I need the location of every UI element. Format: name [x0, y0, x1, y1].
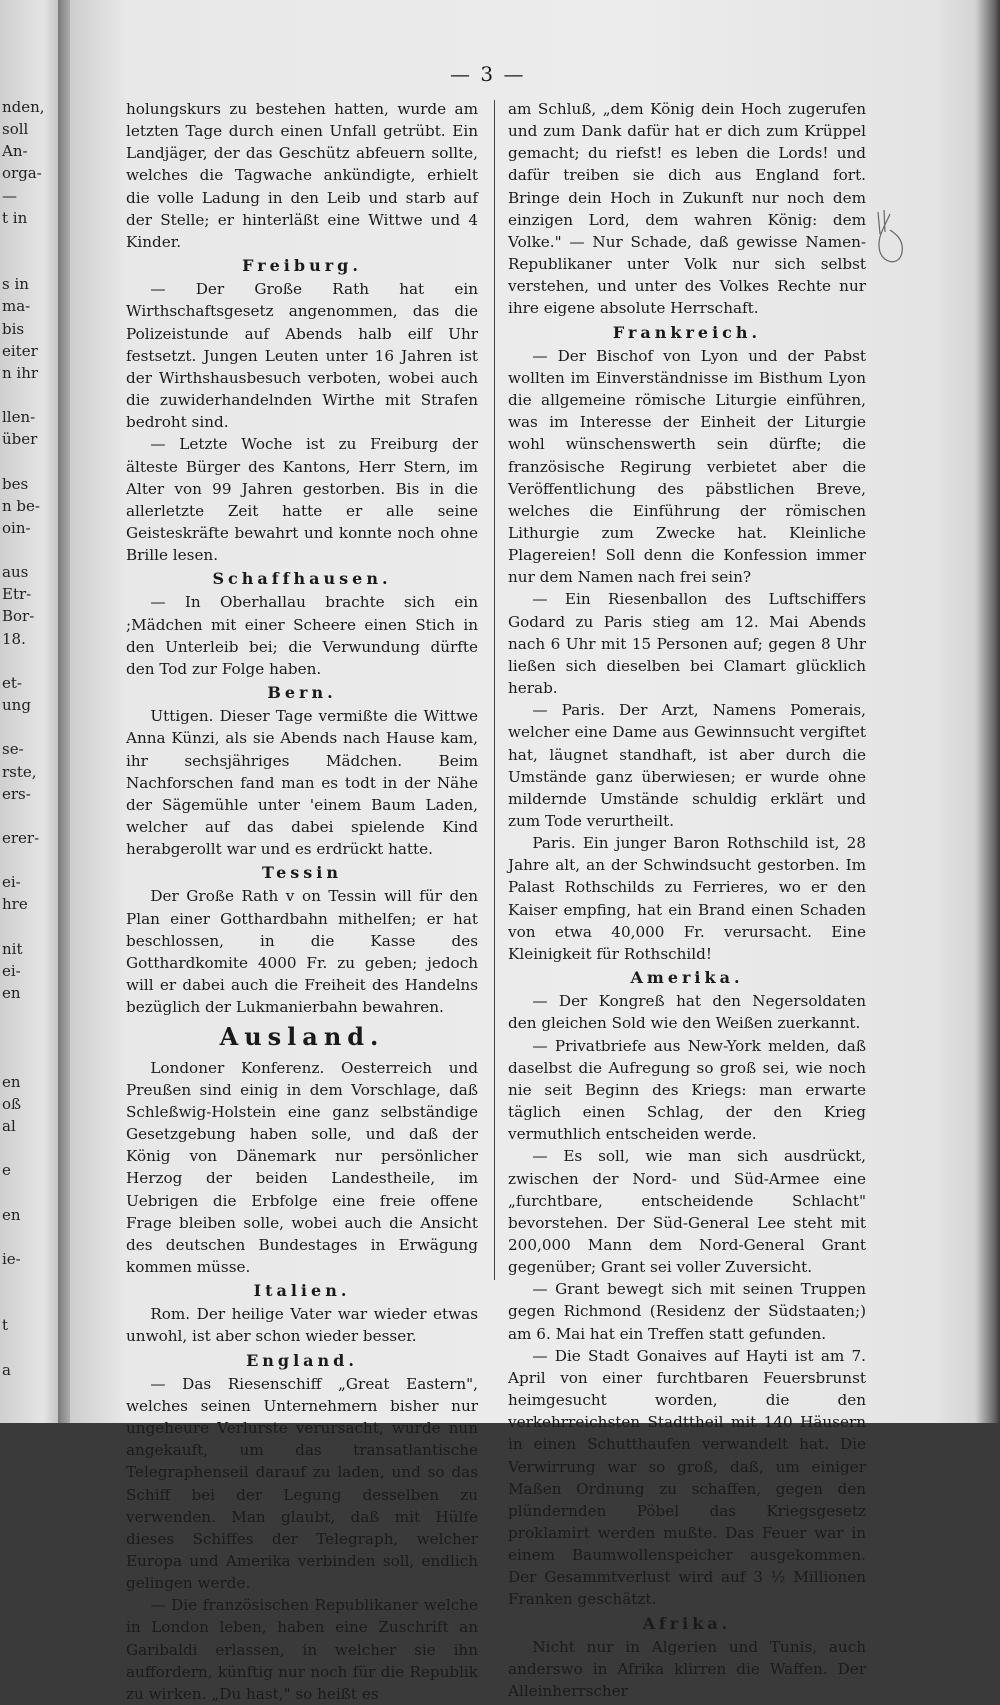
left-page-fragment: soll [2, 120, 29, 139]
left-page-fragment: 18. [2, 629, 26, 648]
article-paragraph: Londoner Konferenz. Oesterreich und Preußen sind einig in dem Vorschlage, daß Schleßwig-Holstein eine ganz selbständige Gesetzgebung haben solle, und daß der König von Dänemark nur persönlicher Herzog der beiden Landestheile, im Uebrigen die Erbfolge eine freie offene Frage bleiben solle, wobei auch die Ansicht des deutschen Bundestages in Erwägung kommen müsse. [126, 1058, 478, 1276]
left-page-fragment: ei- [2, 961, 21, 980]
article-paragraph: — Es soll, wie man sich ausdrückt, zwischen der Nord- und Süd-Armee eine „furchtbare, entscheidende Schlacht" bevorstehen. Der Süd-General Lee steht mit 200,000 Mann dem Nord-General Grant gegenüber; Grant sei voller Zuversicht. [508, 1147, 866, 1277]
left-page-fragment: ung [2, 696, 31, 715]
left-page-fragment: al [2, 1116, 16, 1135]
article-paragraph: Paris. Ein junger Baron Rothschild ist, 28 Jahre alt, an der Schwindsucht gestorben. Im Palast Rothschilds zu Ferrieres, wo er den Kaiser empfing, hat ein Brand einen Schaden von etwa 40,000 Fr. verursacht. Eine Kleinigkeit für Rothschild! [508, 834, 866, 963]
left-page-fragment: s in [2, 275, 29, 294]
section-heading: Amerika. [630, 968, 744, 988]
left-page-fragment: ei- [2, 873, 21, 892]
article-paragraph: — Letzte Woche ist zu Freiburg der älteste Bürger des Kantons, Herr Stern, im Alter von 99 Jahren gestorben. Bis in die allerletzte Zeit hatte er alle seine Geisteskräfte bewahrt und konnte noch ohne Brille lesen. [126, 435, 478, 565]
left-page-fragment: rste, [2, 762, 37, 781]
left-page-fragment: An- [2, 142, 28, 161]
section-heading: Bern. [267, 683, 337, 703]
left-page-fragment: ma- [2, 297, 31, 316]
left-page-fragment: — [2, 186, 17, 205]
article-paragraph: — Privatbriefe aus New-York melden, daß daselbst die Aufregung so groß sei, wie noch nie seit Beginn des Kriegs: man erwarte täglich einen Schlag, der den Krieg vermuthlich entscheiden werde. [508, 1036, 866, 1144]
right-column [508, 98, 866, 1702]
article-paragraph: Uttigen. Dieser Tage vermißte die Wittwe Anna Künzi, als sie Abends nach Hause kam, ihr sechsjähriges Mädchen. Beim Nachforschen fand man es todt in der Nähe der Sägemühle unter 'einem Baum Laden, welcher auf das dabei spielende Kind herabgerollt war und es erdrückt hatte. [126, 707, 478, 859]
left-page-fragment: e [2, 1161, 11, 1180]
left-page-fragment: oin- [2, 518, 31, 537]
left-column [126, 98, 478, 1705]
article-paragraph: Nicht nur in Algerien und Tunis, auch anderswo in Afrika klirren die Waffen. Der Alleinherrscher [508, 1637, 866, 1701]
article-paragraph: — Die Stadt Gonaives auf Hayti ist am 7. April von einer furchtbaren Feuersbrunst heimgesucht worden, die den verkehrreichsten Stadttheil mit 140 Häusern in einen Schutthaufen verwandelt hat. Die Verwirrung war so groß, daß, um einiger Maßen Ordnung zu schaffen, gegen den plündernden Pöbel das Kriegsgesetz proklamirt werden mußte. Das Feuer war in einem Baumwollenspeicher ausgekommen. Der Gesammtverlust wird auf 3 ½ Millionen Franken geschätzt. [508, 1346, 866, 1609]
left-page-fragment: oß [2, 1094, 22, 1113]
left-page-fragment: a [2, 1360, 11, 1379]
left-page-fragment: ie- [2, 1249, 21, 1268]
left-page-fragment: eiter [2, 341, 38, 360]
article-paragraph: — In Oberhallau brachte sich ein ;Mädchen mit einer Scheere einen Stich in den Unterleib bei; die Verwundung dürfte den Tod zur Folge haben. [126, 593, 478, 678]
article-paragraph: — Ein Riesenballon des Luftschiffers Godard zu Paris stieg am 12. Mai Abends nach 6 Uhr mit 15 Personen auf; gegen 8 Uhr ließen sich dieselben bei Clamart glücklich herab. [508, 590, 866, 698]
article-paragraph: — Das Riesenschiff „Great Eastern", welches seinen Unternehmern bisher nur ungeheure Verlurste verursacht, wurde nun angekauft, um das transatlantische Telegraphenseil darauf zu laden, und so das Schiff bei der Legung desselben zu verwenden. Man glaubt, daß mit Hülfe dieses Schiffes der Telegraph, welcher Europa und Amerika verbinden soll, endlich gelingen werde. [126, 1374, 478, 1593]
left-page-fragment: en [2, 1072, 21, 1091]
left-page-edge [0, 0, 62, 1423]
page-edge-shadow [938, 0, 1000, 1423]
left-page-fragment: en [2, 1205, 21, 1224]
section-heading: Afrika. [642, 1613, 732, 1633]
section-heading: England. [246, 1350, 358, 1370]
article-paragraph: Der Große Rath v on Tessin will für den Plan einer Gotthardbahn mithelfen; er hat beschlossen, in die Kasse des Gotthardkomite 4000 Fr. zu geben; jedoch will er dabei auch die Freiheit des Handelns bezüglich der Lukmanierbahn bewahren. [126, 887, 478, 1017]
left-page-fragment: Etr- [2, 585, 32, 604]
left-page-fragment: et- [2, 673, 22, 692]
left-page-fragment: aus [2, 563, 29, 582]
article-paragraph: — Der Kongreß hat den Negersoldaten den gleichen Sold wie den Weißen zuerkannt. [508, 992, 866, 1033]
left-page-fragment: t [2, 1316, 9, 1335]
left-page-fragment: n be- [2, 496, 40, 515]
left-page-fragment: über [2, 430, 38, 449]
newspaper-page [70, 0, 1000, 1703]
left-page-fragment: nit [2, 939, 23, 958]
section-heading: Ausland. [219, 1022, 385, 1052]
section-heading: Schaffhausen. [212, 569, 392, 589]
left-page-fragment: t in [2, 208, 28, 227]
left-page-fragment: se- [2, 740, 24, 759]
section-heading: Tessin [262, 863, 342, 883]
left-page-fragment: ers- [2, 784, 31, 803]
left-page-fragment: llen- [2, 408, 36, 427]
page-number: — 3 — [450, 62, 526, 86]
article-paragraph: — Paris. Der Arzt, Namens Pomerais, welcher eine Dame aus Gewinnsucht vergiftet hat, läugnet standhaft, ist aber durch die Umstände ganz überwiesen; er wurde ohne mildernde Umstände schuldig erklärt und zum Tode verurtheilt. [508, 701, 866, 830]
left-page-fragment: Bor- [2, 607, 35, 626]
pencil-mark-icon [870, 208, 910, 270]
article-paragraph: — Die französischen Republikaner welche in London leben, haben eine Zuschrift an Garibaldi erlassen, in welcher sie ihn auffordern, künftig nur noch für die Republik zu wirken. „Du hast," so heißt es [126, 1596, 478, 1703]
article-paragraph: — Der Große Rath hat ein Wirthschaftsgesetz angenommen, das die Polizeistunde auf Abends halb eilf Uhr festsetzt. Jungen Leuten unter 16 Jahren ist der Wirthshausbesuch verboten, wobei auch die zuwiderhandelnden Wirthe mit Strafen bedroht sind. [126, 280, 478, 432]
left-page-fragment: bes [2, 474, 29, 493]
left-page-fragment: erer- [2, 828, 40, 847]
article-paragraph: am Schluß, „dem König dein Hoch zugerufen und zum Dank dafür hat er dich zum Krüppel gemacht; du riefst! es leben die Lords! und dafür treiben sie dich aus England fort. Bringe dein Hoch in Zukunft nur noch dem einzigen Lord, dem wahren König: dem Volke." — Nur Schade, daß gewisse Namen-Republikaner unter Volk nur sich selbst verstehen, und unter des Volkes Rechte nur ihre eigene absolute Herrschaft. [508, 100, 866, 318]
section-heading: Italien. [253, 1281, 351, 1301]
article-paragraph: Rom. Der heilige Vater war wieder etwas unwohl, ist aber schon wieder besser. [126, 1305, 478, 1346]
article-paragraph: — Der Bischof von Lyon und der Pabst wollten im Einverständnisse im Bisthum Lyon die allgemeine römische Liturgie einführen, was im Interesse der Einheit der Liturgie wohl wünschenswerth sein dürfte; die französische Regirung verbietet aber die Veröffentlichung des päbstlichen Breve, welches die Einführung der römischen Lithurgie zum Zwecke hat. Kleinliche Plagereien! Soll denn die Konfession immer nur dem Namen nach frei sein? [508, 346, 866, 587]
section-heading: Frankreich. [612, 322, 762, 342]
left-page-fragment: bis [2, 319, 25, 338]
section-heading: Freiburg. [242, 256, 362, 276]
article-paragraph: — Grant bewegt sich mit seinen Truppen gegen Richmond (Residenz der Südstaaten;) am 6. Mai hat ein Treffen statt gefunden. [508, 1280, 866, 1343]
left-page-fragment: en [2, 984, 21, 1002]
left-page-fragment: orga- [2, 164, 42, 183]
left-page-fragment: hre [2, 895, 28, 914]
article-paragraph: holungskurs zu bestehen hatten, wurde am letzten Tage durch einen Unfall getrübt. Ein Landjäger, der das Geschütz abfeuern sollte, welches die Tagwache ankündigte, erhielt die volle Ladung in den Leib und starb auf der Stelle; er hinterläßt eine Wittwe und 4 Kinder. [126, 100, 478, 251]
column-rule [494, 100, 495, 1280]
left-page-fragment: n ihr [2, 363, 39, 382]
left-page-fragment: nden, [2, 98, 45, 116]
